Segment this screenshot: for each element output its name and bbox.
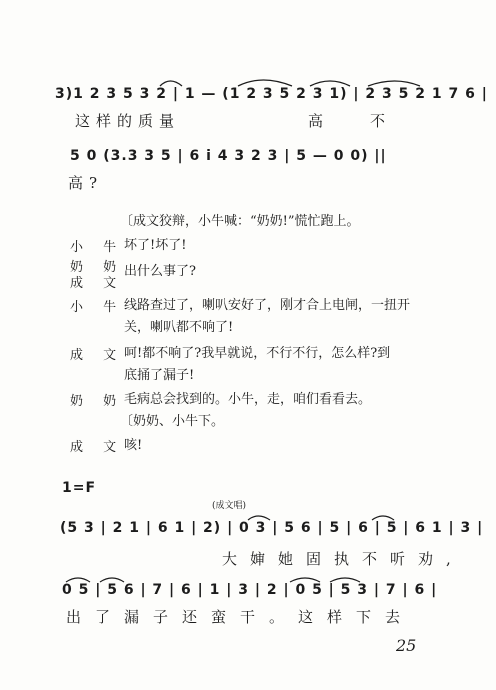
staff1-lyrics-mid: 高 [308,112,330,130]
role-chengwen-2: 成 文 [70,348,125,363]
staff4-lyrics: 出了漏子还蛮干。这样下去 [66,608,415,626]
staff1-notation: 3)1 2 3 5 3 2 | 1 — (1 2 3 5 2 3 1) | 2 3 5 2 1 7 6 | [55,86,488,102]
key-signature: 1=F [62,480,97,496]
role-nainai-2: 奶 奶 [70,394,125,409]
line-xiaoniu-2a: 线路查过了，喇叭安好了，刚才合上电闸，一扭开 [124,298,411,313]
staff1-lyrics-right: 不 [370,112,392,130]
line-chengwen-2b: 底捅了漏子! [124,368,195,383]
page-number: 25 [396,636,417,655]
role-chengwen-3: 成 文 [70,440,125,455]
staff3-lyrics: 大婶她固执不听劝, [222,550,464,568]
role-xiaoniu-2: 小 牛 [70,300,125,315]
staff2-notation: 5 0 (3.3 3 5 | 6 i 4 3 2 3 | 5 — 0 0) || [70,148,387,164]
line-xiaoniu-2b: 关，喇叭都不响了! [124,320,234,335]
line-joint-1: 出什么事了? [124,264,196,279]
staff3-slur [0,508,496,528]
role-xiaoniu-1: 小 牛 [70,240,125,255]
role-nainai-1: 奶 奶 [70,260,125,275]
line-nainai-2: 毛病总会找到的。小牛，走，咱们看看去。 [124,392,372,407]
stage-direction-1: 〔成文狡辩，小牛喊：“奶奶!”慌忙跑上。 [120,214,360,229]
staff4-slur [0,570,496,590]
line-xiaoniu-1: 坏了!坏了! [124,238,187,253]
staff3-notation: (5 3 | 2 1 | 6 1 | 2) | 0 3 | 5 6 | 5 | 6 | 5 | 6 1 | 3 | [60,520,484,536]
stage-direction-2: 〔奶奶、小牛下。 [120,414,225,429]
line-chengwen-2a: 呵!都不响了?我早就说，不行不行，怎么样?到 [124,346,391,361]
staff1-slur [0,76,496,106]
role-chengwen-1: 成 文 [70,276,125,291]
line-chengwen-3: 咳! [124,438,143,453]
staff4-notation: 0 5 | 5 6 | 7 | 6 | 1 | 3 | 2 | 0 5 | 5 3 | 7 | 6 | [62,582,438,598]
staff2-lyrics: 高? [68,174,104,192]
staff1-lyrics-left: 这样的质量 [75,112,181,130]
singer-note: (成文唱) [212,501,247,511]
